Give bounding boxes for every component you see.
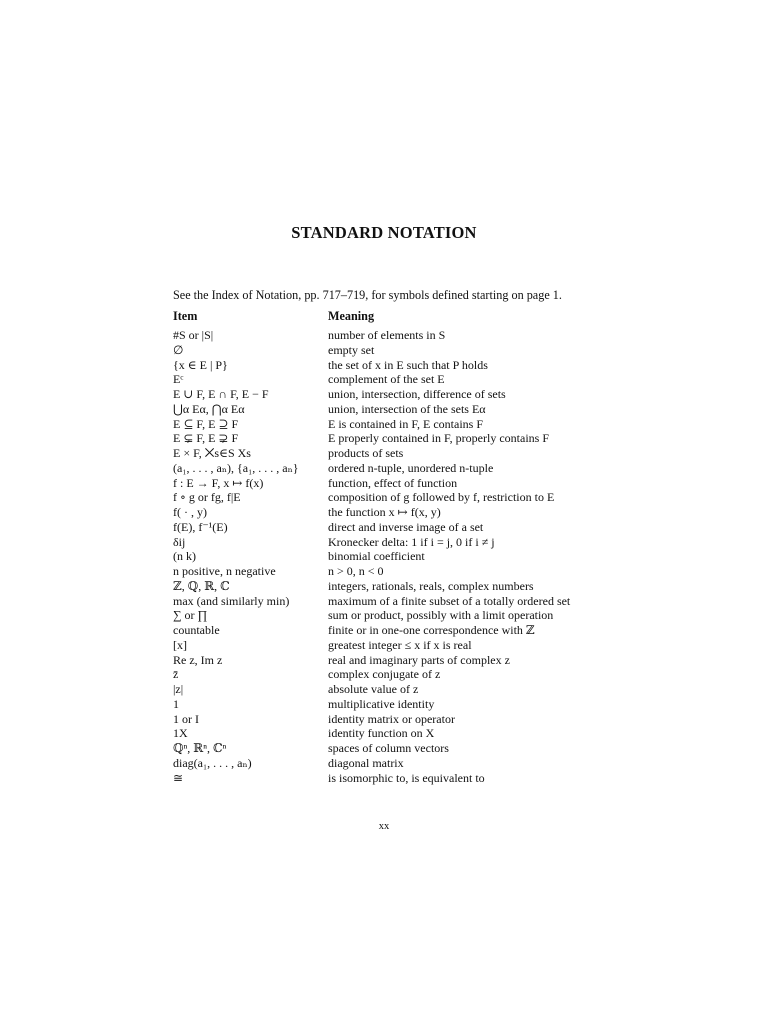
intro-text: See the Index of Notation, pp. 717–719, for symbols defined starting on page 1. <box>173 288 562 302</box>
notation-item: ∅ <box>173 342 184 357</box>
notation-item: E × F, ⨉s∈S Xs <box>173 446 251 460</box>
page-title: STANDARD NOTATION <box>291 223 477 242</box>
table-row <box>173 358 613 373</box>
table-row <box>173 328 613 343</box>
notation-meaning: union, intersection of the sets Eα <box>328 401 486 416</box>
notation-item: f ∘ g or fg, f|E <box>173 490 241 505</box>
table-row <box>173 638 613 653</box>
notation-meaning: identity function on X <box>328 726 435 741</box>
table-row <box>173 682 613 697</box>
notation-meaning: complex conjugate of z <box>328 667 441 682</box>
notation-meaning: maximum of a finite subset of a totally ordered set <box>328 593 571 608</box>
notation-meaning: union, intersection, difference of sets <box>328 387 506 401</box>
notation-meaning: number of elements in S <box>328 328 446 342</box>
notation-item: #S or |S| <box>173 328 214 342</box>
notation-meaning: finite or in one-one correspondence with ℤ <box>328 623 535 637</box>
table-row <box>173 623 613 638</box>
table-row <box>173 579 613 594</box>
notation-item: (a₁, . . . , aₙ), {a₁, . . . , aₙ} <box>173 460 299 475</box>
notation-meaning: greatest integer ≤ x if x is real <box>328 637 472 652</box>
notation-table <box>173 308 613 785</box>
notation-meaning: the function x ↦ f(x, y) <box>328 505 441 519</box>
notation-meaning: composition of g followed by f, restriction to E <box>328 490 555 505</box>
notation-item: [x] <box>173 637 187 652</box>
notation-meaning: is isomorphic to, is equivalent to <box>328 770 485 785</box>
notation-meaning: sum or product, possibly with a limit operation <box>328 608 554 623</box>
notation-item: n positive, n negative <box>173 564 276 578</box>
notation-meaning: identity matrix or operator <box>328 711 455 726</box>
table-row <box>173 446 613 461</box>
notation-item: ⋃α Eα, ⋂α Eα <box>173 401 245 416</box>
table-row <box>173 387 613 402</box>
notation-meaning: products of sets <box>328 446 404 460</box>
notation-item: E ⊊ F, E ⊋ F <box>173 431 239 446</box>
notation-item: countable <box>173 623 220 637</box>
table-row <box>173 712 613 727</box>
notation-item: δij <box>173 534 186 549</box>
notation-meaning: E properly contained in F, properly contains F <box>328 431 549 446</box>
notation-item: ℤ, ℚ, ℝ, ℂ <box>173 578 230 593</box>
notation-meaning: multiplicative identity <box>328 696 435 711</box>
notation-item: E ∪ F, E ∩ F, E − F <box>173 387 269 401</box>
table-row <box>173 535 613 550</box>
table-row <box>173 372 613 387</box>
notation-item: Re z, Im z <box>173 652 223 667</box>
table-row <box>173 476 613 491</box>
notation-meaning: Kronecker delta: 1 if i = j, 0 if i ≠ j <box>328 534 495 549</box>
table-row <box>173 490 613 505</box>
notation-item: 1 or I <box>173 711 199 726</box>
notation-meaning: real and imaginary parts of complex z <box>328 652 510 667</box>
table-body <box>173 328 613 785</box>
table-header <box>173 308 613 328</box>
notation-meaning: binomial coefficient <box>328 549 425 564</box>
table-row <box>173 461 613 476</box>
notation-item: ∑ or ∏ <box>173 608 208 623</box>
notation-meaning: spaces of column vectors <box>328 741 449 755</box>
notation-meaning: empty set <box>328 342 375 357</box>
table-row <box>173 505 613 520</box>
table-row <box>173 417 613 432</box>
notation-item: f : E → F, x ↦ f(x) <box>173 475 264 490</box>
notation-item: Eᶜ <box>173 372 184 387</box>
notation-meaning: function, effect of function <box>328 475 458 490</box>
table-row <box>173 343 613 358</box>
table-row <box>173 697 613 712</box>
column-header-item: Item <box>173 309 198 323</box>
notation-item: {x ∈ E | P} <box>173 357 228 372</box>
table-row <box>173 741 613 756</box>
notation-item: ≅ <box>173 770 184 785</box>
notation-meaning: n > 0, n < 0 <box>328 564 384 578</box>
table-row <box>173 402 613 417</box>
notation-meaning: the set of x in E such that P holds <box>328 357 488 372</box>
notation-item: |z| <box>173 682 184 696</box>
table-row <box>173 520 613 535</box>
table-row <box>173 771 613 786</box>
page-number: xx <box>378 821 390 832</box>
table-row <box>173 549 613 564</box>
notation-item: 1X <box>173 726 188 741</box>
table-row <box>173 756 613 771</box>
notation-item: E ⊆ F, E ⊇ F <box>173 416 239 431</box>
notation-item: (n k) <box>173 549 196 564</box>
column-header-meaning: Meaning <box>328 309 375 323</box>
notation-meaning: direct and inverse image of a set <box>328 519 484 534</box>
notation-item: f(E), f⁻¹(E) <box>173 519 228 534</box>
notation-item: ℚⁿ, ℝⁿ, ℂⁿ <box>173 741 227 755</box>
notation-meaning: complement of the set E <box>328 372 445 387</box>
notation-item: f( · , y) <box>173 505 207 519</box>
notation-item: max (and similarly min) <box>173 593 290 608</box>
table-row <box>173 431 613 446</box>
notation-meaning: integers, rationals, reals, complex numbers <box>328 578 534 593</box>
notation-meaning: ordered n-tuple, unordered n-tuple <box>328 460 494 475</box>
notation-item: z̄ <box>173 667 179 682</box>
table-row <box>173 726 613 741</box>
table-row <box>173 608 613 623</box>
table-row <box>173 564 613 579</box>
table-row <box>173 667 613 682</box>
notation-item: diag(a₁, . . . , aₙ) <box>173 755 252 770</box>
table-row <box>173 653 613 668</box>
notation-meaning: absolute value of z <box>328 682 419 696</box>
notation-meaning: diagonal matrix <box>328 755 404 770</box>
notation-meaning: E is contained in F, E contains F <box>328 416 484 431</box>
notation-item: 1 <box>173 696 179 711</box>
table-row <box>173 594 613 609</box>
